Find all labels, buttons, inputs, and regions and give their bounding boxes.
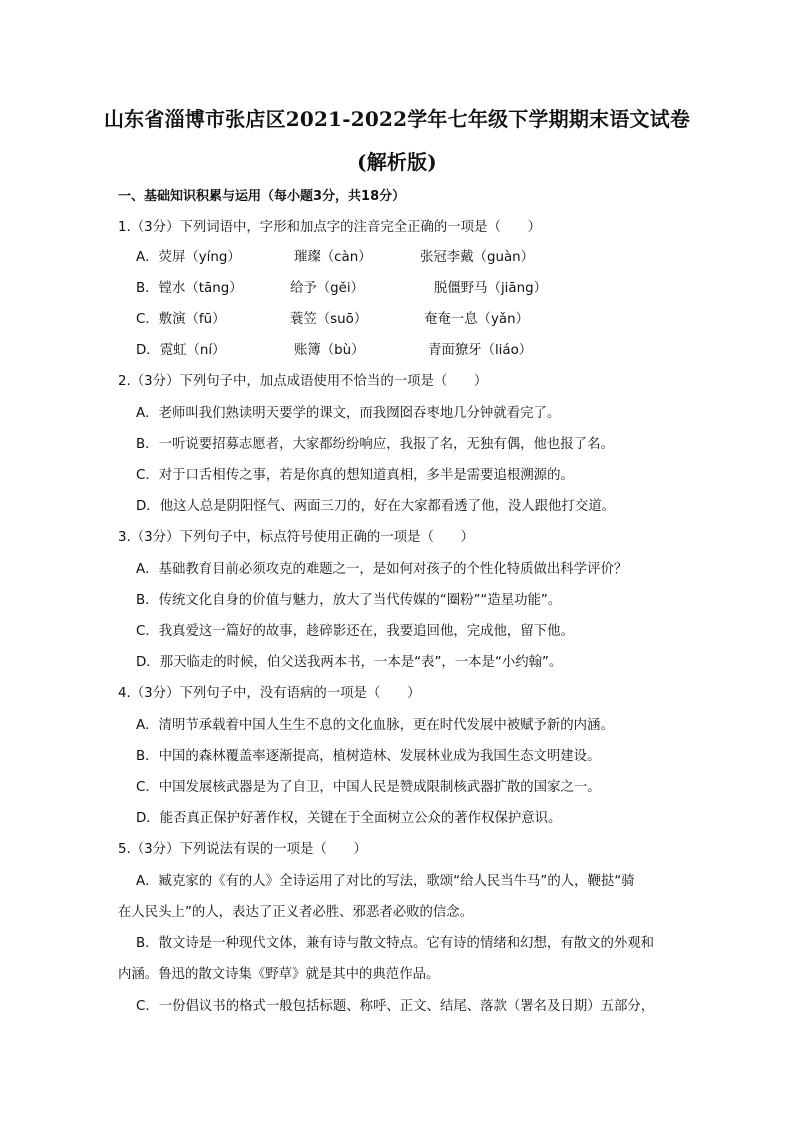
q5-option-b-line-1: B．散文诗是一种现代文体，兼有诗与散文特点。它有诗的情绪和幻想，有散文的外观和 [136, 936, 655, 951]
q1-option-d-item-2: 账簿（bù） [294, 343, 365, 358]
q4-option-a: A．清明节承载着中国人生生不息的文化血脉，更在时代发展中被赋予新的内涵。 [136, 718, 614, 733]
document-subtitle: (解析版) [357, 150, 437, 174]
question-2-stem: 2.（3分）下列句子中，加点成语使用不恰当的一项是（ ） [118, 374, 488, 389]
q1-option-b-item-1: B．镗水（tāng） [136, 281, 243, 296]
q4-option-c: C．中国发展核武器是为了自卫，中国人民是赞成限制核武器扩散的国家之一。 [136, 780, 601, 795]
q3-option-a: A．基础教育目前必须攻克的难题之一，是如何对孩子的个性化特质做出科学评价？ [136, 562, 628, 577]
q2-option-a: A．老师叫我们熟读明天要学的课文，而我囫囵吞枣地几分钟就看完了。 [136, 406, 561, 421]
q5-option-b-line-2: 内涵。鲁迅的散文诗集《野草》就是其中的典范作品。 [118, 967, 440, 982]
q5-option-a-line-1: A．臧克家的《有的人》全诗运用了对比的写法，歌颂“给人民当牛马”的人，鞭挞“骑 [136, 874, 635, 889]
q1-option-d-item-1: D．霓虹（ní） [136, 343, 226, 358]
q3-option-b: B．传统文化自身的价值与魅力，放大了当代传媒的“圈粉”“造星功能”。 [136, 593, 562, 608]
q3-option-c: C．我真爱这一篇好的故事，趁碎影还在，我要追回他，完成他，留下他。 [136, 624, 574, 639]
q1-option-a-item-1: A．荧屏（yíng） [136, 250, 241, 265]
q5-option-c-line-1: C．一份倡议书的格式一般包括标题、称呼、正文、结尾、落款（署名及日期）五部分， [136, 999, 655, 1014]
q2-option-c: C．对于口舌相传之事，若是你真的想知道真相，多半是需要追根溯源的。 [136, 468, 574, 483]
q2-option-d: D．他这人总是阴阳怪气、两面三刀的，好在大家都看透了他，没人跟他打交道。 [136, 499, 615, 514]
q4-option-d: D．能否真正保护好著作权，关键在于全面树立公众的著作权保护意识。 [136, 811, 562, 826]
question-3-stem: 3.（3分）下列句子中，标点符号使用正确的一项是（ ） [118, 530, 475, 545]
q1-option-c-item-3: 奄奄一息（yǎn） [424, 312, 529, 327]
q1-option-c-item-1: C．敷演（fū） [136, 312, 226, 327]
question-5-stem: 5.（3分）下列说法有误的一项是（ ） [118, 842, 367, 857]
section-heading: 一、基础知识积累与运用（每小题3分，共18分） [118, 189, 406, 204]
q3-option-d: D．那天临走的时候，伯父送我两本书，一本是“表”，一本是“小约翰”。 [136, 655, 563, 670]
question-4-stem: 4.（3分）下列句子中，没有语病的一项是（ ） [118, 686, 421, 701]
q2-option-b: B．一听说要招募志愿者，大家都纷纷响应，我报了名，无独有偶，他也报了名。 [136, 437, 614, 452]
q1-option-b-item-2: 给予（gěi） [290, 281, 365, 296]
q1-option-b-item-3: 脱僵野马（jiāng） [434, 281, 547, 296]
q1-option-c-item-2: 蓑笠（suō） [290, 312, 368, 327]
q1-option-a-item-3: 张冠李戴（guàn） [420, 250, 535, 265]
q1-option-d-item-3: 青面獠牙（liáo） [428, 343, 533, 358]
question-1-stem: 1.（3分）下列词语中，字形和加点字的注音完全正确的一项是（ ） [118, 220, 542, 235]
q4-option-b: B．中国的森林覆盖率逐渐提高，植树造林、发展林业成为我国生态文明建设。 [136, 749, 601, 764]
q5-option-a-line-2: 在人民头上”的人，表达了正义者必胜、邪恶者必败的信念。 [118, 905, 474, 920]
q1-option-a-item-2: 璀璨（càn） [294, 250, 372, 265]
document-title: 山东省淄博市张店区2021-2022学年七年级下学期期末语文试卷 [103, 107, 691, 131]
